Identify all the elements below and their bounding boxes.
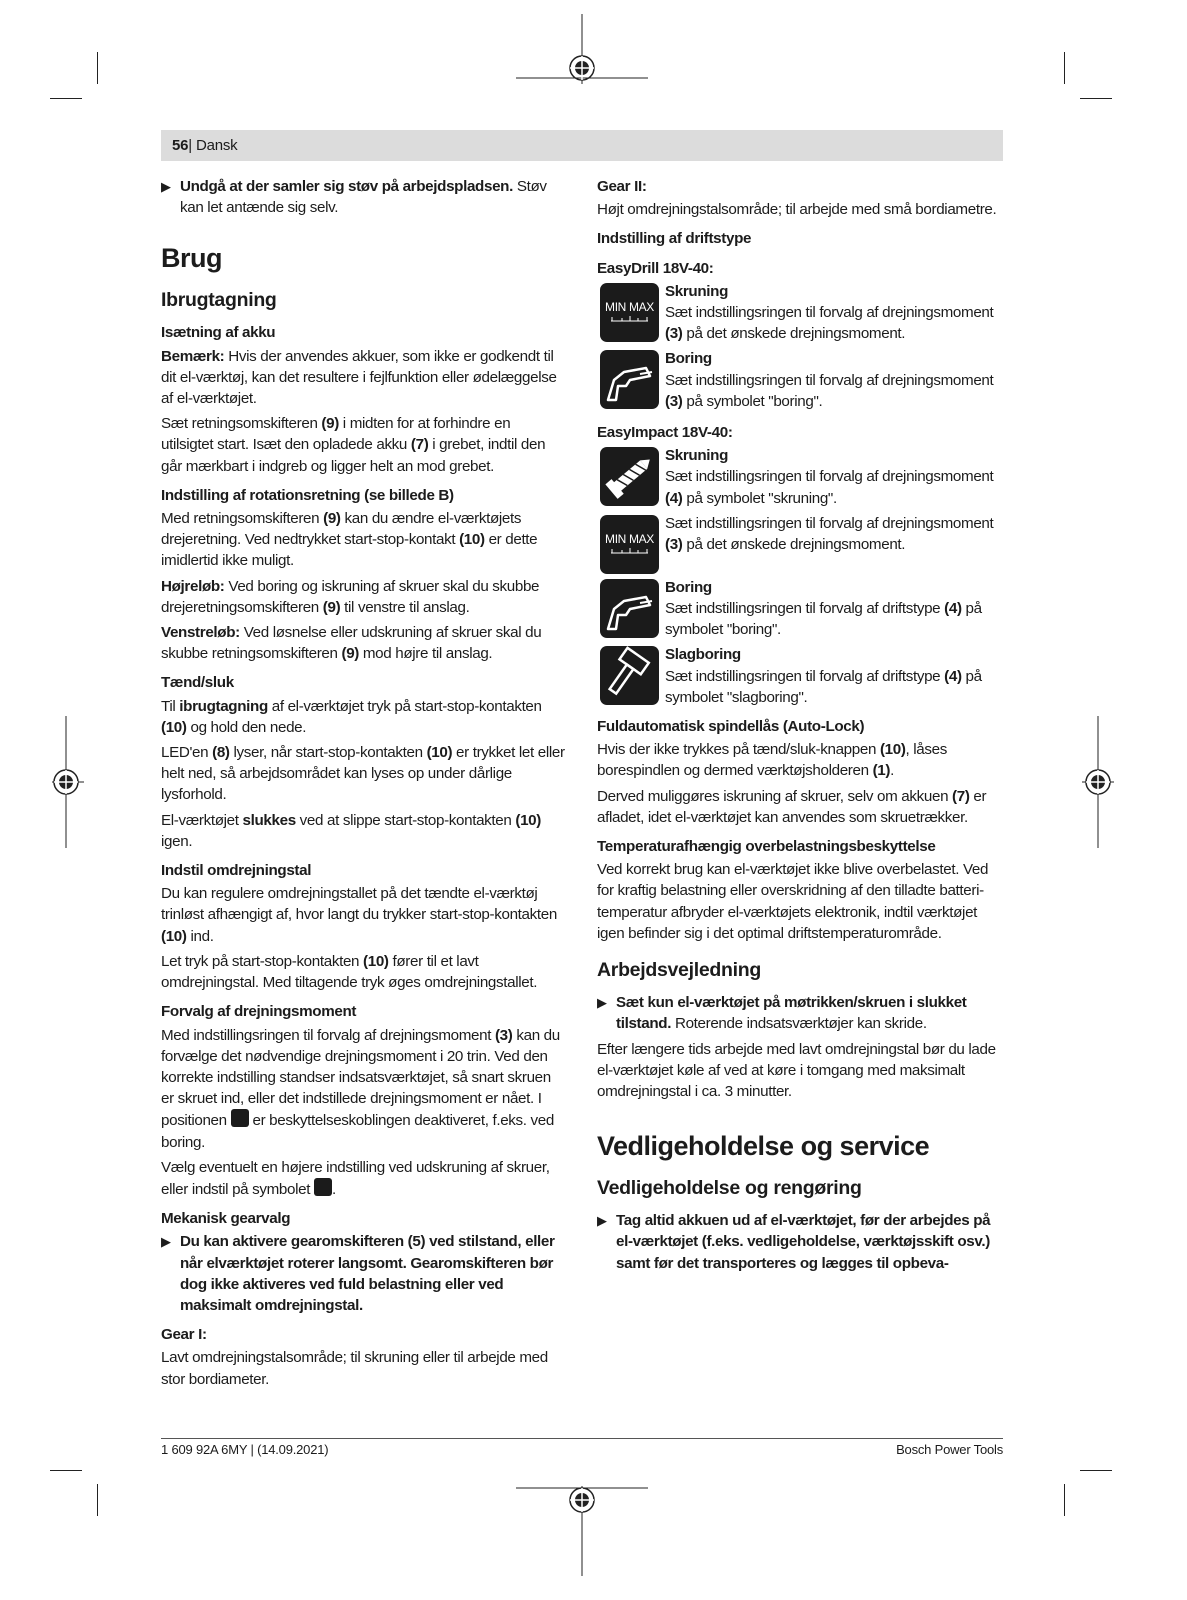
hammer-icon xyxy=(600,646,659,705)
mode-item: Boring Sæt indstillingsringen til forvalg af driftstype (4) på symbolet "boring". xyxy=(597,577,1003,641)
heading-taend-sluk: Tænd/sluk xyxy=(161,674,234,692)
heading-vedligeholdelse-rengoering: Vedligeholdelse og rengøring xyxy=(597,1177,862,1200)
crop-mark xyxy=(97,1484,98,1516)
crop-mark xyxy=(1080,98,1112,99)
registration-mark-icon xyxy=(516,1486,648,1576)
paragraph: Vælg eventuelt en højere indstilling ved udskruning af skruer, eller indstil på symbolet . xyxy=(161,1158,550,1198)
crop-mark xyxy=(50,1470,82,1471)
bullet-triangle-icon: ▶ xyxy=(597,1213,607,1229)
heading-gearvalg: Mekanisk gearvalg xyxy=(161,1210,291,1228)
paragraph: Med retningsomskifteren (9) kan du ændre el-værktøjets drejeretning. Ved nedtrykket start-stop-kontakt (10) er dette imidlertid ikke muligt. xyxy=(161,510,538,570)
heading-easydrill: EasyDrill 18V-40: xyxy=(597,259,714,277)
registration-mark-icon xyxy=(52,716,84,848)
min-max-icon xyxy=(600,515,659,574)
heading-brug: Brug xyxy=(161,243,222,274)
heading-arbejdsvejledning: Arbejdsvejledning xyxy=(597,959,761,982)
crop-mark xyxy=(50,98,82,99)
paragraph: Bemærk: Hvis der anvendes akkuer, som ikke er godkendt til dit el-værktøj, kan det resultere i fejlfunktion eller ødelæggelse af el-værktøjet. xyxy=(161,347,557,408)
heading-vedligeholdelse: Vedligeholdelse og service xyxy=(597,1131,930,1162)
paragraph: Let tryk på start-stop-kontakten (10) fører til et lavt omdrejningstal. Med tiltagende tryk øges omdrejningstallet. xyxy=(161,952,538,992)
drill-icon xyxy=(600,350,659,409)
crop-mark xyxy=(1064,52,1065,84)
footer-brand: Bosch Power Tools xyxy=(896,1442,1003,1457)
mode-item: MIN MAX Sæt indstillingsringen til forvalg af drejningsmoment (3) på det ønskede drejningsmoment. xyxy=(597,513,1003,573)
page-header-bar xyxy=(161,130,1003,161)
heading-temperatur: Temperaturafhængig overbelastningsbeskyttelse xyxy=(597,838,936,856)
paragraph: Højt omdrejningstalsområde; til arbejde med små bordiametre. xyxy=(597,201,997,219)
paragraph: Sæt retningsomskifteren (9) i midten for at forhindre en utilsigtet start. Isæt den opladede akku (7) i grebet, indtil den går mærkbart i indgreb og ligger helt an mod grebet. xyxy=(161,415,546,475)
bullet-triangle-icon: ▶ xyxy=(597,995,607,1011)
registration-mark-icon xyxy=(516,14,648,84)
paragraph: Derved muliggøres iskruning af skruer, selv om akkuen (7) er afladet, idet el-værktøjet kan anvendes som skruetrækker. xyxy=(597,787,987,826)
heading-auto-lock: Fuldautomatisk spindellås (Auto-Lock) xyxy=(597,718,865,736)
paragraph: Efter længere tids arbejde med lavt omdrejningstal bør du lade el-værktøjet køle af ved at køre i tomgang med maksimalt omdrejningstal i ca. 3 minutter. xyxy=(597,1040,996,1100)
registration-mark-icon xyxy=(1082,716,1114,848)
paragraph: LED'en (8) lyser, når start-stop-kontakten (10) er trykket let eller helt ned, så arbejdsområdet kan lyses op under dårlige lysforhold. xyxy=(161,744,565,804)
heading-easyimpact: EasyImpact 18V-40: xyxy=(597,424,733,442)
bullet-triangle-icon: ▶ xyxy=(161,1234,171,1250)
paragraph: Du kan regulere omdrejningstallet på det tændte el-værktøj trinløst afhængigt af, hvor langt du trykker start-stop-kontakten (10) ind. xyxy=(161,885,557,945)
drill-icon xyxy=(600,579,659,638)
drill-icon xyxy=(231,1109,249,1127)
paragraph: Hvis der ikke trykkes på tænd/sluk-knappen (10), låses borespindlen og dermed værktøjsholderen (1). xyxy=(597,741,947,780)
heading-gear-2: Gear II: xyxy=(597,178,647,195)
svg-text:MIN MAX: MIN MAX xyxy=(605,531,654,546)
heading-gear-1: Gear I: xyxy=(161,1326,207,1344)
crop-mark xyxy=(97,52,98,84)
mode-item: MIN MAX Skruning Sæt indstillingsringen til forvalg af drejningsmoment (3) på det ønskede drejningsmoment. xyxy=(597,281,1003,345)
heading-ibrugtagning: Ibrugtagning xyxy=(161,289,277,312)
footer-doc-number: 1 609 92A 6MY | (14.09.2021) xyxy=(161,1442,329,1457)
warning-bullet: ▶ Du kan aktivere gearomskifteren (5) ved stilstand, eller når elværktøjet roterer langsomt. Gearomskifteren bør dog ikke aktiveres ved fuld belastning eller ved maksimalt omdrejningstal. xyxy=(161,1233,555,1314)
paragraph: Højreløb: Ved boring og iskruning af skruer skal du skubbe drejeretningsomskifteren (9) til venstre til anslag. xyxy=(161,577,540,616)
warning-bullet: ▶ Sæt kun el-værktøjet på møtrikken/skruen i slukket tilstand. Roterende indsatsværktøjer kan skride. xyxy=(597,994,967,1033)
paragraph: Til ibrugtagning af el-værktøjet tryk på start-stop-kontakten (10) og hold den nede. xyxy=(161,697,542,736)
footer-rule xyxy=(161,1438,1003,1439)
paragraph: Venstreløb: Ved løsnelse eller udskruning af skruer skal du skubbe retningsomskifteren (9) mod højre til anslag. xyxy=(161,624,542,663)
warning-bullet: ▶ Undgå at der samler sig støv på arbejdspladsen. Støv kan let antænde sig selv. xyxy=(161,178,547,217)
page-number: 56 xyxy=(172,137,189,154)
paragraph: Ved korrekt brug kan el-værktøjet ikke blive overbelastet. Ved for kraftig belastning eller overskridning af den tilladte batteri-temperatur afbryder el-værktøjets elektronik, indtil værktøjet igen befinder sig i det optimal driftstemperaturområde. xyxy=(597,861,989,942)
section-name: | Dansk xyxy=(188,137,238,154)
right-column xyxy=(597,176,1003,1278)
mode-item: Skruning Sæt indstillingsringen til forvalg af drejningsmoment (4) på symbolet "skruning". xyxy=(597,445,1003,509)
crop-mark xyxy=(1064,1484,1065,1516)
heading-rotation: Indstilling af rotationsretning (se billede B) xyxy=(161,486,454,504)
mode-item: Boring Sæt indstillingsringen til forvalg af drejningsmoment (3) på symbolet "boring". xyxy=(597,348,1003,412)
drill-icon xyxy=(314,1178,332,1196)
warning-bullet: ▶ Tag altid akkuen ud af el-værktøjet, før der arbejdes på el-værktøjet (f.eks. vedligeholdelse, værktøjsskift osv.) samt før det transporteres og lægges til opbeva- xyxy=(597,1212,991,1272)
svg-text:MIN MAX: MIN MAX xyxy=(605,299,654,314)
heading-forvalg: Forvalg af drejningsmoment xyxy=(161,1003,357,1021)
min-max-icon xyxy=(600,283,659,342)
bullet-triangle-icon: ▶ xyxy=(161,179,171,194)
heading-omdrejningstal: Indstil omdrejningstal xyxy=(161,862,312,880)
page-header xyxy=(172,137,237,154)
screw-icon xyxy=(600,447,659,506)
heading-driftstype: Indstilling af driftstype xyxy=(597,230,752,248)
left-column xyxy=(161,176,565,1394)
paragraph: Med indstillingsringen til forvalg af drejningsmoment (3) kan du forvælge det nødvendige drejningsmoment i 20 trin. Ved den korrekte indstilling standser indsatsværktøjet, så snart skruen er skruet ind, eller det indstillede drejningsmoment er nået. I positionen er beskyttelseskoblingen deaktiveret, f.eks. ved boring. xyxy=(161,1026,560,1151)
mode-item: Slagboring Sæt indstillingsringen til forvalg af driftstype (4) på symbolet "slagboring". xyxy=(597,644,1003,708)
crop-mark xyxy=(1080,1470,1112,1471)
paragraph: El-værktøjet slukkes ved at slippe start-stop-kontakten (10) igen. xyxy=(161,811,541,850)
paragraph: Lavt omdrejningstalsområde; til skruning eller til arbejde med stor bordiameter. xyxy=(161,1349,548,1388)
heading-akku: Isætning af akku xyxy=(161,324,276,342)
